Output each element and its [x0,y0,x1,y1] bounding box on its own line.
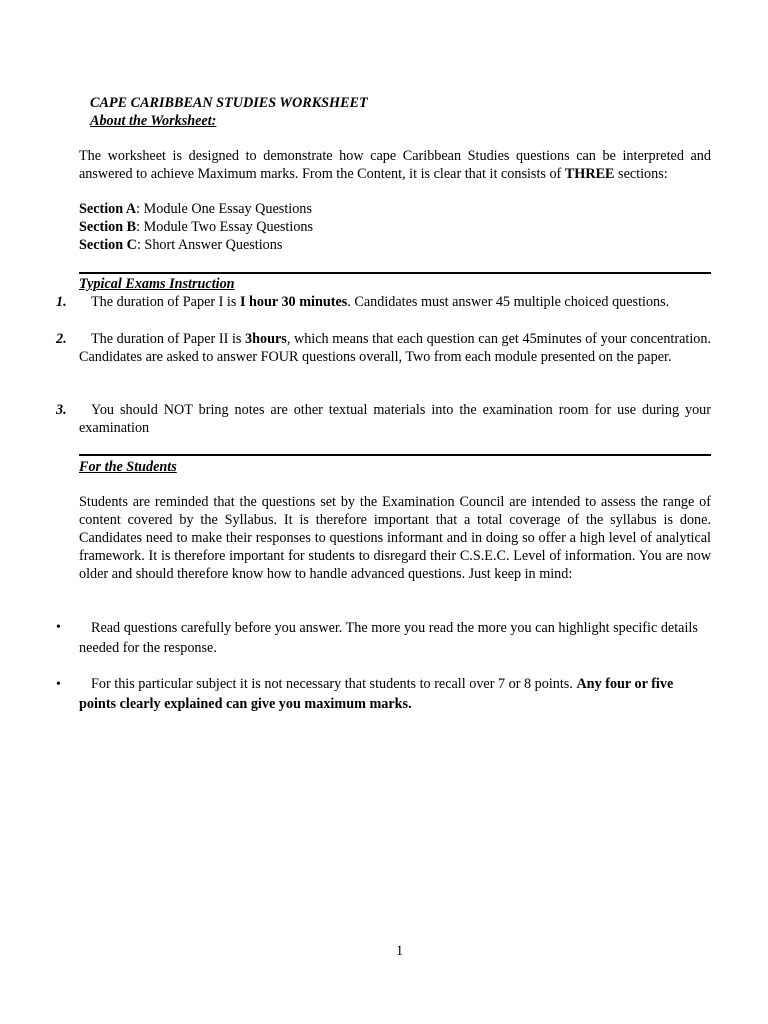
exam-item-1 [79,293,711,311]
bullet-text: For this particular subject it is not necessary that students to recall over 7 or 8 points. [91,676,577,692]
exam-item-2 [79,330,711,366]
students-paragraph: Students are reminded that the questions set by the Examination Council are intended to assess the range of content covered by the Syllabus. It is therefore important that a total coverage of the syllabus is done. Candidates need to make their responses to questions informant and in doing so offer a high level of analytical framework. It is therefore important for students to disregard their C.S.E.C. Level of information. You are now older and should therefore know how to handle advanced questions. Just keep in mind: [79,494,711,582]
bullet-bold: Any four or five points clearly explained can give you maximum marks. [79,676,674,712]
bullet-item-2 [79,674,711,714]
exam-item-text-end: , which means that each question can get 45minutes of your concentration. Candidates are asked to answer FOUR questions overall, Two from each module presented on the paper. [79,331,711,365]
section-a [79,200,313,218]
section-label: Section C [79,237,137,253]
bullet-icon: • [56,677,61,692]
exam-item-number: 3. [56,402,67,418]
divider-rule [79,454,711,456]
exam-item-text: The duration of Paper I is [91,294,240,310]
exams-heading: Typical Exams Instruction [79,276,235,292]
intro-bold: THREE [564,166,615,182]
section-b [79,218,313,236]
exam-item-text: The duration of Paper II is [91,331,246,347]
section-label: Section A [79,201,137,217]
exam-item-bold: 3hours [245,331,287,347]
section-text: : Short Answer Questions [136,237,283,253]
bullet-icon: • [56,620,61,635]
intro-text: The worksheet is designed to demonstrate how cape Caribbean Studies questions can be interpreted and answered to achieve Maximum marks. From the Content, it is clear that it consists of [79,148,711,182]
section-text: : Module Two Essay Questions [136,219,314,235]
intro-text-end: sections: [614,166,668,182]
page-number: 1 [396,943,404,959]
exam-item-text: You should NOT bring notes are other textual materials into the examination room for use during your examination [79,402,711,436]
exam-item-number: 2. [56,331,67,347]
exam-item-text-end: . Candidates must answer 45 multiple choiced questions. [347,294,670,310]
students-heading: For the Students [79,459,177,475]
worksheet-title: CAPE CARIBBEAN STUDIES WORKSHEET [90,95,368,111]
worksheet-subtitle: About the Worksheet: [90,113,217,129]
intro-paragraph [79,147,711,183]
bullet-text: Read questions carefully before you answer. The more you read the more you can highlight specific details needed for the response. [79,620,698,656]
bullet-item-1 [79,618,711,658]
section-c [79,236,313,254]
exam-item-bold: I hour 30 minutes [239,294,348,310]
section-text: : Module One Essay Questions [136,201,312,217]
exam-item-3 [79,401,711,437]
divider-rule [79,272,711,274]
section-label: Section B [79,219,137,235]
sections-list [79,200,313,254]
exam-item-number: 1. [56,294,67,310]
